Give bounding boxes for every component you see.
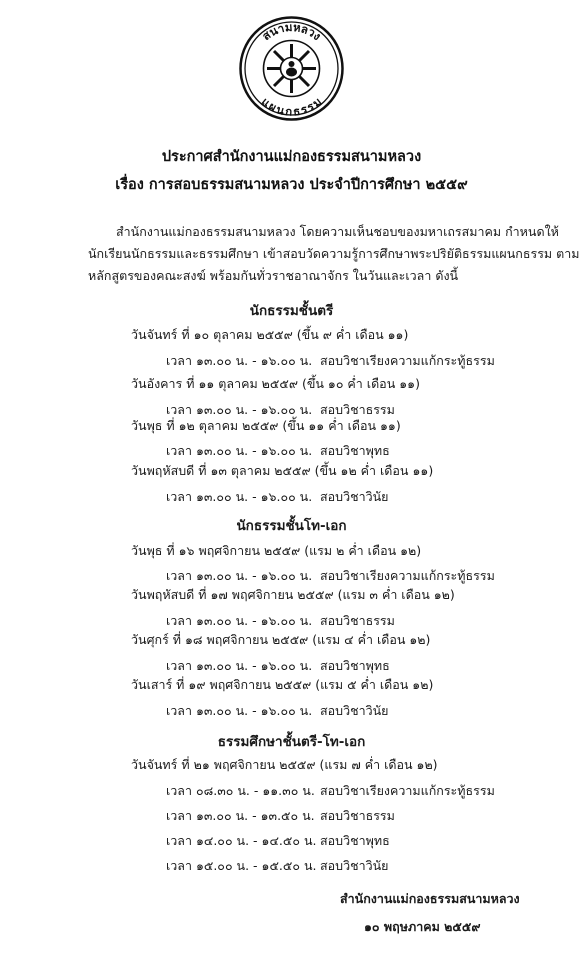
exam-date: วันพุธ ที่ ๑๖ พฤศจิกายน ๒๕๕๙ (แรม ๒ ค่ำ เดือน ๑๒) — [131, 543, 422, 558]
session-time: เวลา ๑๓.๐๐ น. - ๑๖.๐๐ น. — [166, 658, 313, 673]
exam-session — [166, 656, 390, 676]
session-time: เวลา ๐๘.๓๐ น. - ๑๑.๓๐ น. — [166, 783, 315, 798]
session-subject: สอบวิชาวินัย — [320, 489, 389, 504]
session-subject: สอบวิชาพุทธ — [320, 443, 390, 458]
exam-date: วันพฤหัสบดี ที่ ๑๗ พฤศจิกายน ๒๕๕๙ (แรม ๓ ค่ำ เดือน ๑๒) — [131, 587, 455, 602]
session-time: เวลา ๑๔.๐๐ น. - ๑๔.๕๐ น. — [166, 833, 317, 848]
announcement-title: ประกาศสำนักงานแม่กองธรรมสนามหลวง — [161, 149, 422, 165]
exam-session — [166, 701, 389, 721]
signature-office: สำนักงานแม่กองธรรมสนามหลวง — [340, 891, 520, 906]
session-subject: สอบวิชาพุทธ — [320, 658, 390, 673]
exam-session — [166, 611, 395, 631]
intro-line: สำนักงานแม่กองธรรมสนามหลวง โดยความเห็นชอบของมหาเถรสมาคม กำหนดให้ — [116, 224, 559, 239]
session-time: เวลา ๑๓.๐๐ น. - ๑๓.๕๐ น. — [166, 808, 315, 823]
exam-session — [166, 441, 390, 461]
exam-date: วันจันทร์ ที่ ๑๐ ตุลาคม ๒๕๕๙ (ขึ้น ๙ ค่ำ เดือน ๑๑) — [131, 327, 409, 342]
exam-session — [166, 781, 495, 801]
exam-session — [166, 487, 389, 507]
session-subject: สอบวิชาเรียงความแก้กระทู้ธรรม — [320, 783, 495, 798]
session-time: เวลา ๑๓.๐๐ น. - ๑๖.๐๐ น. — [166, 613, 313, 628]
svg-text:สนามหลวง: สนามหลวง — [259, 19, 324, 44]
session-subject: สอบวิชาธรรม — [320, 808, 395, 823]
section-heading: นักธรรมชั้นโท-เอก — [236, 518, 347, 534]
session-subject: สอบวิชาวินัย — [320, 703, 389, 718]
session-subject: สอบวิชาพุทธ — [320, 833, 390, 848]
exam-date: วันจันทร์ ที่ ๒๑ พฤศจิกายน ๒๕๕๙ (แรม ๗ ค่ำ เดือน ๑๒) — [131, 757, 438, 772]
intro-paragraph — [88, 221, 580, 287]
announcement-subject: เรื่อง การสอบธรรมสนามหลวง ประจำปีการศึกษา ๒๕๕๙ — [115, 177, 468, 193]
session-time: เวลา ๑๓.๐๐ น. - ๑๖.๐๐ น. — [166, 353, 313, 368]
seal-logo — [238, 15, 345, 122]
exam-session — [166, 351, 495, 371]
session-time: เวลา ๑๓.๐๐ น. - ๑๖.๐๐ น. — [166, 489, 313, 504]
intro-line: หลักสูตรของคณะสงฆ์ พร้อมกันทั่วราชอาณาจักร ในวันและเวลา ดังนี้ — [88, 268, 459, 283]
section-heading: นักธรรมชั้นตรี — [249, 303, 334, 319]
exam-date: วันเสาร์ ที่ ๑๙ พฤศจิกายน ๒๕๕๙ (แรม ๕ ค่ำ เดือน ๑๒) — [131, 677, 434, 692]
exam-date: วันพฤหัสบดี ที่ ๑๓ ตุลาคม ๒๕๕๙ (ขึ้น ๑๒ ค่ำ เดือน ๑๑) — [131, 463, 434, 478]
session-subject: สอบวิชาธรรม — [320, 402, 395, 417]
session-time: เวลา ๑๓.๐๐ น. - ๑๖.๐๐ น. — [166, 402, 313, 417]
exam-session — [166, 806, 395, 826]
signature-date: ๑๐ พฤษภาคม ๒๕๕๙ — [364, 919, 481, 934]
exam-date: วันศุกร์ ที่ ๑๘ พฤศจิกายน ๒๕๕๙ (แรม ๔ ค่ำ เดือน ๑๒) — [131, 632, 431, 647]
session-subject: สอบวิชาวินัย — [320, 858, 389, 873]
svg-text:แผนกธรรม: แผนกธรรม — [258, 94, 325, 119]
exam-date: วันพุธ ที่ ๑๒ ตุลาคม ๒๕๕๙ (ขึ้น ๑๑ ค่ำ เดือน ๑๑) — [131, 418, 401, 433]
exam-session — [166, 831, 390, 851]
session-subject: สอบวิชาธรรม — [320, 613, 395, 628]
section-heading: ธรรมศึกษาชั้นตรี-โท-เอก — [217, 734, 366, 750]
session-time: เวลา ๑๓.๐๐ น. - ๑๖.๐๐ น. — [166, 568, 313, 583]
session-time: เวลา ๑๓.๐๐ น. - ๑๖.๐๐ น. — [166, 703, 313, 718]
exam-session — [166, 856, 389, 876]
intro-line: นักเรียนนักธรรมและธรรมศึกษา เข้าสอบวัดความรู้การศึกษาพระปริยัติธรรมแผนกธรรม ตาม — [88, 246, 580, 261]
session-subject: สอบวิชาเรียงความแก้กระทู้ธรรม — [320, 353, 495, 368]
session-subject: สอบวิชาเรียงความแก้กระทู้ธรรม — [320, 568, 495, 583]
exam-date: วันอังคาร ที่ ๑๑ ตุลาคม ๒๕๕๙ (ขึ้น ๑๐ ค่ำ เดือน ๑๑) — [131, 376, 420, 391]
exam-session — [166, 566, 495, 586]
session-time: เวลา ๑๕.๐๐ น. - ๑๕.๕๐ น. — [166, 858, 317, 873]
session-time: เวลา ๑๓.๐๐ น. - ๑๖.๐๐ น. — [166, 443, 313, 458]
